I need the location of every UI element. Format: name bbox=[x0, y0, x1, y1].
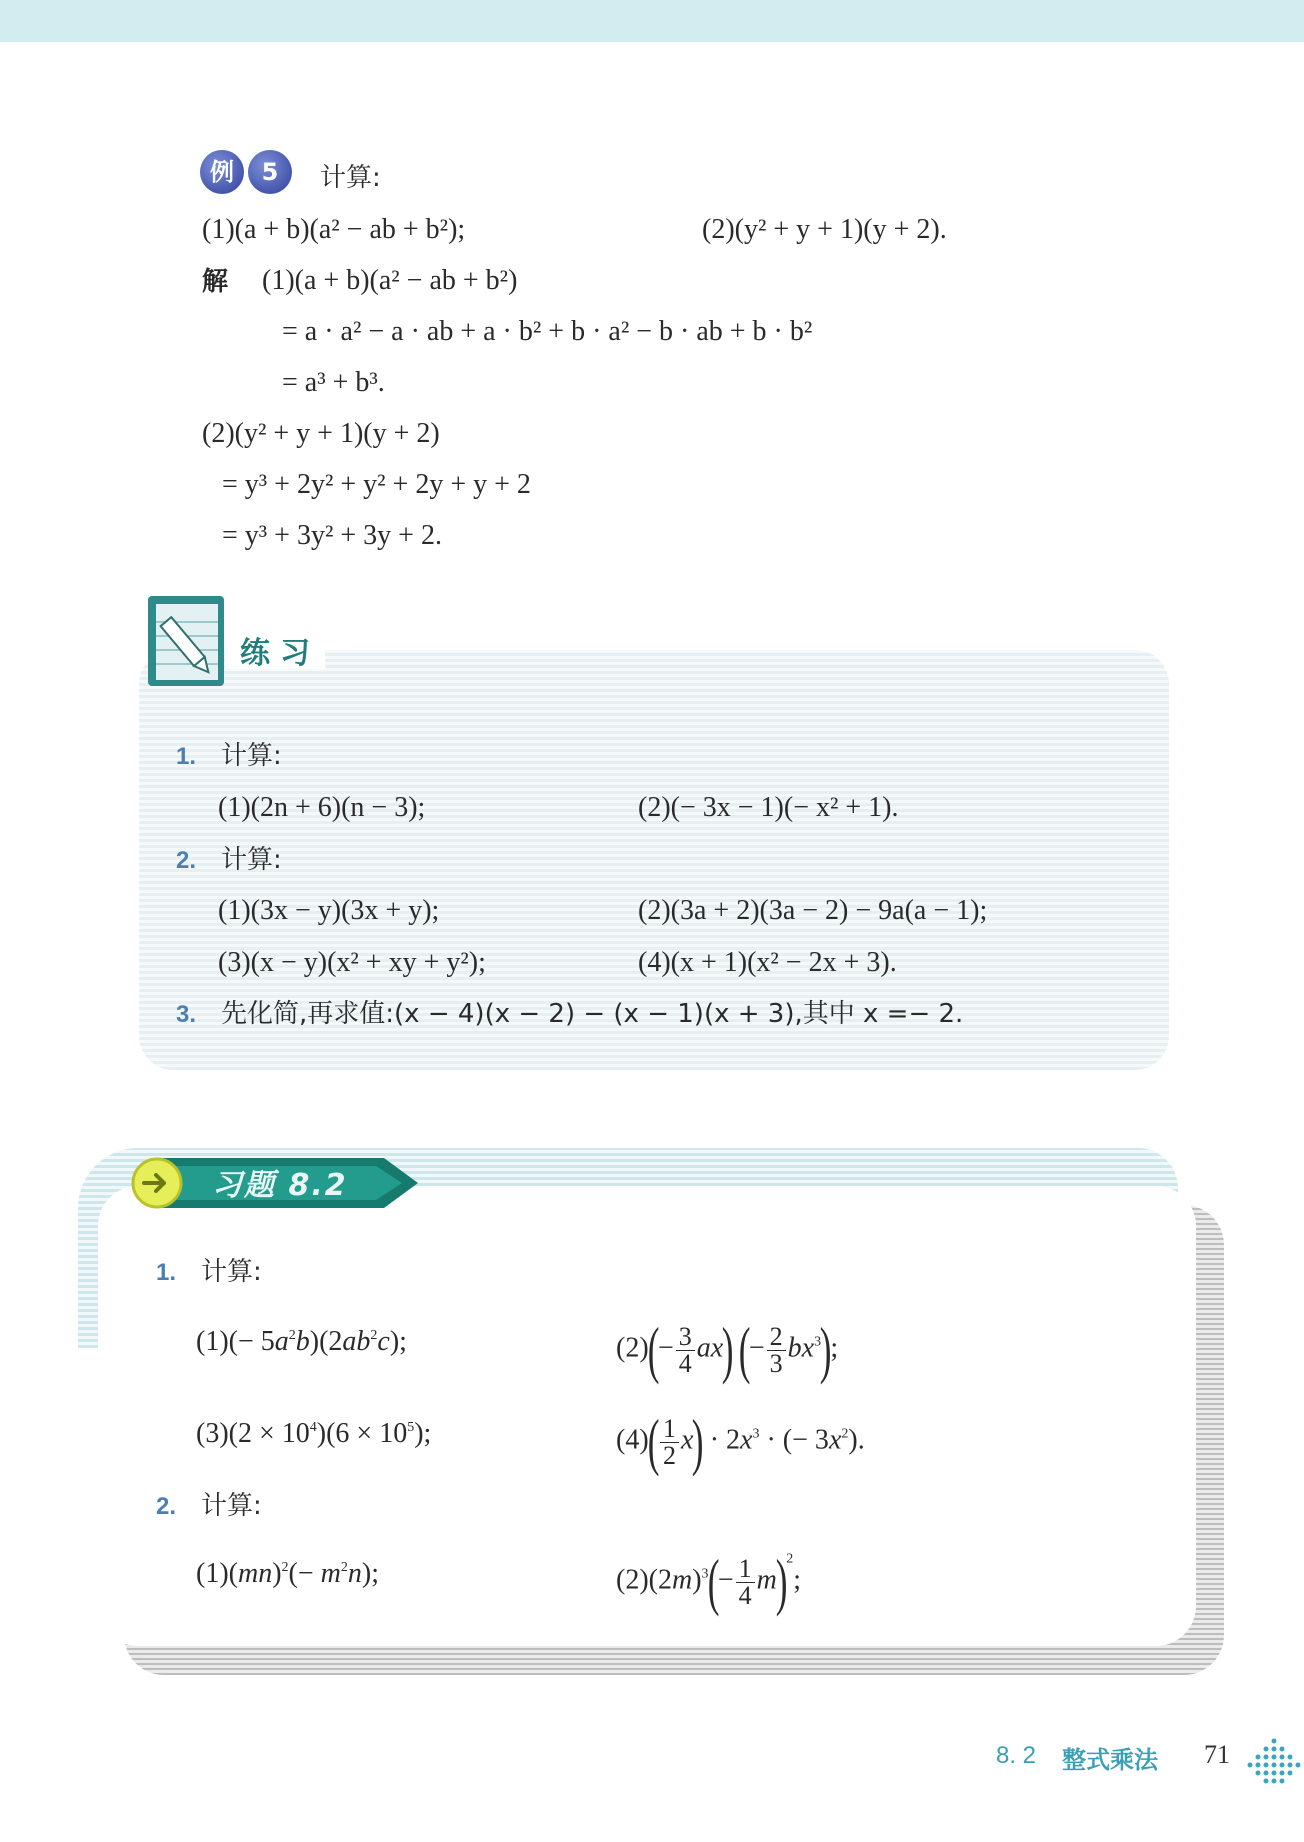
example-badge-char: 例 bbox=[200, 150, 244, 194]
solution-1-line-1: (1)(a + b)(a² − ab + b²) bbox=[262, 265, 518, 296]
exercise-item-2-text: 计算: bbox=[201, 1491, 262, 1521]
exercise-item-1-text: 计算: bbox=[201, 1257, 262, 1287]
solution-1-line-2: = a · a² − a · ab + a · b² + b · a² − b · ab + b · b² bbox=[282, 316, 813, 347]
practice-item-2-number: 2. bbox=[176, 847, 197, 874]
exercise-1-part-4: (4)( $\frac{1}{2}$ $x) \cdot 2x^3$ · (− $3x^2$). bbox=[616, 1406, 865, 1477]
exercise-item-1 bbox=[156, 1254, 262, 1291]
footer-section-number: 8. 2 bbox=[996, 1742, 1037, 1769]
example-badge bbox=[200, 150, 296, 194]
exercise-2-part-2: $(2)(2m)^3(-$ $\frac{1}{4}$ m)$^2$; bbox=[616, 1546, 801, 1617]
practice-2-part-4: (4)(x + 1)(x² − 2x + 3). bbox=[638, 947, 897, 978]
exercise-1-part-1: $(1)(- 5a^2b)(2ab^2c)$; bbox=[196, 1326, 407, 1357]
solution-2-line-1: (2)(y² + y + 1)(y + 2) bbox=[202, 418, 440, 449]
example-question-2: (2)(y² + y + 1)(y + 2). bbox=[702, 214, 947, 245]
practice-2-part-3: (3)(x − y)(x² + xy + y²); bbox=[218, 947, 486, 978]
dot-pattern-icon bbox=[1244, 1736, 1304, 1786]
practice-item-3 bbox=[176, 996, 963, 1033]
footer-chapter-title: 整式乘法 bbox=[1062, 1746, 1158, 1774]
practice-title: 练习 bbox=[240, 636, 320, 671]
example-question-1: (1)(a + b)(a² − ab + b²); bbox=[202, 214, 466, 245]
solution-2-line-2: = y³ + 2y² + y² + 2y + y + 2 bbox=[222, 469, 531, 500]
top-band bbox=[0, 0, 1304, 42]
example-prompt: 计算: bbox=[320, 163, 381, 193]
exercise-1-part-3: $(3)(2 \times 10^4)(6 \times 10^5)$; bbox=[196, 1418, 432, 1449]
solution-2-line-3: = y³ + 3y² + 3y + 2. bbox=[222, 520, 442, 551]
exercise-item-1-number: 1. bbox=[156, 1259, 177, 1286]
exercise-item-2 bbox=[156, 1488, 262, 1525]
pencil-notebook-icon bbox=[144, 592, 228, 690]
exercise-item-2-number: 2. bbox=[156, 1493, 177, 1520]
practice-item-1-number: 1. bbox=[176, 743, 197, 770]
exercise-2-part-1: $(1)(mn)^2(- m^2n)$; bbox=[196, 1558, 380, 1589]
practice-1-part-1: (1)(2n + 6)(n − 3); bbox=[218, 792, 426, 823]
practice-item-1 bbox=[176, 738, 282, 775]
solution-label: 解 bbox=[202, 267, 229, 297]
practice-1-part-2: (2)(− 3x − 1)(− x² + 1). bbox=[638, 792, 899, 823]
practice-item-2 bbox=[176, 842, 282, 879]
exercise-1-part-2: (2)(− $\frac{3}{4}$ ax) (− $\frac{2}{3}$ $bx^3$); bbox=[616, 1314, 839, 1385]
practice-item-2-text: 计算: bbox=[221, 845, 282, 875]
page-number: 71 bbox=[1204, 1740, 1230, 1769]
practice-item-3-number: 3. bbox=[176, 1001, 197, 1028]
practice-2-part-2: (2)(3a + 2)(3a − 2) − 9a(a − 1); bbox=[638, 895, 988, 926]
exercises-title: 习题 8.2 bbox=[212, 1168, 348, 1203]
practice-item-1-text: 计算: bbox=[221, 741, 282, 771]
example-badge-number: 5 bbox=[248, 150, 292, 194]
practice-item-3-text: 先化简,再求值:(x − 4)(x − 2) − (x − 1)(x + 3),其中 x =− 2. bbox=[221, 999, 964, 1029]
solution-1-line-3: = a³ + b³. bbox=[282, 367, 385, 398]
practice-2-part-1: (1)(3x − y)(3x + y); bbox=[218, 895, 440, 926]
